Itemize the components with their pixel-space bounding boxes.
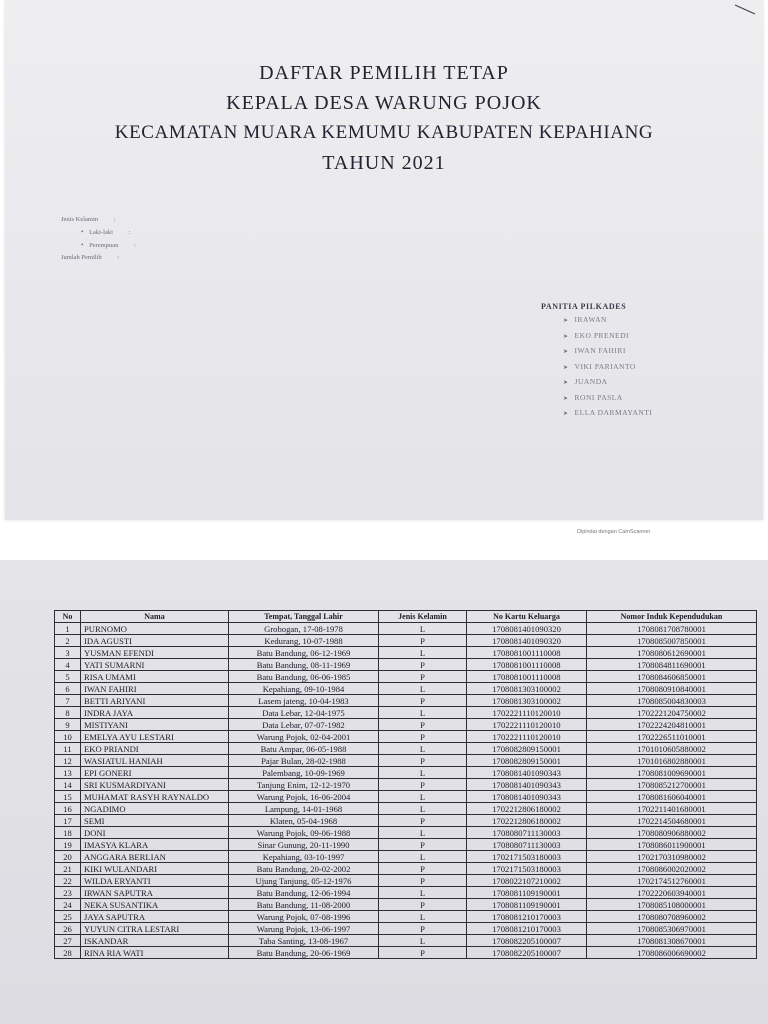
cell-ttl: Pajar Bulan, 28-02-1988 — [229, 755, 379, 767]
cell-no: 20 — [55, 851, 81, 863]
cell-ttl: Lampung, 14-01-1968 — [229, 803, 379, 815]
committee-member-name: EKO PRENEDI — [574, 330, 629, 340]
cell-jenis-kelamin: L — [379, 935, 467, 947]
header-nik: Nomor Induk Kependudukan — [587, 611, 757, 623]
cell-ttl: Kedurang, 10-07-1988 — [229, 635, 379, 647]
cell-no: 27 — [55, 935, 81, 947]
committee-member — [541, 375, 652, 391]
table-row — [55, 851, 757, 863]
cell-no: 11 — [55, 743, 81, 755]
cell-jenis-kelamin: P — [379, 899, 467, 911]
stat-male-separator: : — [128, 229, 131, 236]
cell-jenis-kelamin: L — [379, 827, 467, 839]
cell-nama: RINA RIA WATI — [81, 947, 229, 959]
committee-member — [541, 313, 652, 329]
arrow-right-icon: ➤ — [563, 395, 569, 402]
cell-ttl: Lasem jateng, 10-04-1983 — [229, 695, 379, 707]
cell-nama: SEMI — [81, 815, 229, 827]
header-nama: Nama — [81, 611, 229, 623]
cell-no: 1 — [55, 623, 81, 635]
cell-nik: 1708085306970001 — [587, 923, 757, 935]
cell-kartu-keluarga: 1708081001110008 — [467, 671, 587, 683]
cell-ttl: Tanjung Enim, 12-12-1970 — [229, 779, 379, 791]
cell-nama: INDRA JAYA — [81, 707, 229, 719]
cell-nik: 1708081708780001 — [587, 623, 757, 635]
table-row — [55, 767, 757, 779]
title-line-2: KEPALA DESA WARUNG POJOK — [226, 92, 542, 114]
cell-ttl: Sinar Gunung, 20-11-1990 — [229, 839, 379, 851]
cell-nama: ISKANDAR — [81, 935, 229, 947]
cell-ttl: Klaten, 05-04-1968 — [229, 815, 379, 827]
cell-kartu-keluarga: 1708082205100007 — [467, 935, 587, 947]
committee-member-name: IWAN FAHIRI — [574, 346, 626, 355]
cell-no: 10 — [55, 731, 81, 743]
cell-nama: YUSMAN EFENDI — [81, 647, 229, 659]
table-row — [55, 755, 757, 767]
cell-nik: 1701016802880001 — [587, 755, 757, 767]
voter-table-body — [55, 623, 757, 959]
cell-jenis-kelamin: P — [379, 923, 467, 935]
cell-no: 26 — [55, 923, 81, 935]
cell-kartu-keluarga: 1708081109190001 — [467, 887, 587, 899]
table-row — [55, 899, 757, 911]
cell-no: 21 — [55, 863, 81, 875]
table-row — [55, 671, 757, 683]
header-jenis-kelamin: Jenis Kelamin — [379, 611, 467, 623]
committee-member — [541, 360, 652, 376]
committee-member-list — [541, 313, 652, 422]
cell-ttl: Warung Pojok, 16-06-2004 — [229, 791, 379, 803]
cell-jenis-kelamin: P — [379, 815, 467, 827]
cell-nik: 1702214504680001 — [587, 815, 757, 827]
committee-member-name: RONI PASLA — [574, 392, 623, 402]
committee-member — [541, 406, 652, 422]
cell-no: 9 — [55, 719, 81, 731]
cell-nik: 1708080708960002 — [587, 911, 757, 923]
table-row — [55, 695, 757, 707]
cell-nama: YUYUN CITRA LESTARI — [81, 923, 229, 935]
cell-jenis-kelamin: P — [379, 731, 467, 743]
cell-nik: 1708086011900001 — [587, 839, 757, 851]
table-row — [55, 875, 757, 887]
cell-kartu-keluarga: 1702221110120010 — [467, 707, 587, 719]
table-row — [55, 659, 757, 671]
cell-nama: IWAN FAHIRI — [81, 683, 229, 695]
table-row — [55, 647, 757, 659]
cell-no: 17 — [55, 815, 81, 827]
cell-jenis-kelamin: L — [379, 683, 467, 695]
cell-no: 15 — [55, 791, 81, 803]
cell-kartu-keluarga: 1708080711130003 — [467, 827, 587, 839]
cell-nama: BETTI ARIYANI — [81, 695, 229, 707]
cell-kartu-keluarga: 1708082205100007 — [467, 947, 587, 959]
cell-jenis-kelamin: L — [379, 803, 467, 815]
cell-jenis-kelamin: L — [379, 647, 467, 659]
cell-no: 6 — [55, 683, 81, 695]
arrow-right-icon: ➤ — [563, 380, 569, 386]
committee-member-name: VIKI PARIANTO — [574, 361, 636, 371]
page-corner-mark — [735, 2, 755, 16]
table-row — [55, 803, 757, 815]
cell-jenis-kelamin: P — [379, 839, 467, 851]
table-row — [55, 743, 757, 755]
cell-ttl: Grobogan, 17-08-1978 — [229, 623, 379, 635]
cell-nik: 1708085108000001 — [587, 899, 757, 911]
stat-male-label: Laki-laki — [89, 229, 113, 236]
cell-jenis-kelamin: P — [379, 755, 467, 767]
cell-ttl: Batu Bandung, 08-11-1969 — [229, 659, 379, 671]
cell-no: 23 — [55, 887, 81, 899]
cell-ttl: Kepahiang, 03-10-1997 — [229, 851, 379, 863]
table-row — [55, 839, 757, 851]
stat-total-separator: : — [117, 254, 120, 261]
cell-kartu-keluarga: 1708081303100002 — [467, 683, 587, 695]
cell-no: 5 — [55, 671, 81, 683]
cell-nama: WASIATUL HANIAH — [81, 755, 229, 767]
cell-kartu-keluarga: 1708081001110008 — [467, 647, 587, 659]
cell-nama: WILDA ERYANTI — [81, 875, 229, 887]
cell-nama: KIKI WULANDARI — [81, 863, 229, 875]
cell-kartu-keluarga: 1708081401090343 — [467, 767, 587, 779]
title-line-4: TAHUN 2021 — [322, 152, 446, 174]
table-row — [55, 923, 757, 935]
cell-no: 2 — [55, 635, 81, 647]
bullet-icon: • — [81, 241, 84, 249]
cell-ttl: Batu Bandung, 12-06-1994 — [229, 887, 379, 899]
cell-nama: PURNOMO — [81, 623, 229, 635]
cell-ttl: Batu Ampar, 06-05-1988 — [229, 743, 379, 755]
cell-nama: MUHAMAT RASYH RAYNALDO — [81, 791, 229, 803]
cover-page — [5, 0, 763, 520]
committee-member — [541, 344, 652, 360]
cell-ttl: Ujung Tanjung, 05-12-1976 — [229, 875, 379, 887]
voter-list-page — [0, 560, 768, 1024]
cell-ttl: Batu Bandung, 06-06-1985 — [229, 671, 379, 683]
cell-jenis-kelamin: L — [379, 623, 467, 635]
cell-ttl: Batu Bandung, 11-08-2000 — [229, 899, 379, 911]
cell-jenis-kelamin: L — [379, 851, 467, 863]
cell-nik: 1702220603940001 — [587, 887, 757, 899]
stat-total-row — [61, 252, 136, 264]
cell-nik: 1702170310980002 — [587, 851, 757, 863]
cell-nik: 1708084811690001 — [587, 659, 757, 671]
cell-kartu-keluarga: 1708081303100002 — [467, 695, 587, 707]
cell-kartu-keluarga: 1702212806180002 — [467, 815, 587, 827]
cell-no: 8 — [55, 707, 81, 719]
cell-nik: 1708080910840001 — [587, 683, 757, 695]
cell-nik: 1708080906880002 — [587, 827, 757, 839]
table-row — [55, 827, 757, 839]
cell-jenis-kelamin: L — [379, 743, 467, 755]
cell-nama: RISA UMAMI — [81, 671, 229, 683]
cell-jenis-kelamin: L — [379, 767, 467, 779]
cell-no: 12 — [55, 755, 81, 767]
cell-nik: 1708085004830003 — [587, 695, 757, 707]
voter-stats — [61, 214, 136, 264]
cell-no: 14 — [55, 779, 81, 791]
cell-no: 7 — [55, 695, 81, 707]
cell-nik: 1708081009690001 — [587, 767, 757, 779]
cell-nik: 1702226511010001 — [587, 731, 757, 743]
cell-nama: IDA AGUSTI — [81, 635, 229, 647]
cell-nama: JAYA SAPUTRA — [81, 911, 229, 923]
cell-ttl: Warung Pojok, 13-06-1997 — [229, 923, 379, 935]
table-header-row — [55, 611, 757, 623]
table-row — [55, 863, 757, 875]
stat-female-row — [61, 239, 136, 252]
cell-ttl: Batu Bandung, 20-02-2002 — [229, 863, 379, 875]
cell-kartu-keluarga: 1702171503180003 — [467, 851, 587, 863]
voter-table — [54, 610, 757, 959]
cell-no: 24 — [55, 899, 81, 911]
cell-kartu-keluarga: 1702221110120010 — [467, 719, 587, 731]
stat-gender-label: Jenis Kelamin — [61, 216, 99, 223]
cell-no: 4 — [55, 659, 81, 671]
cell-nik: 1708086002020002 — [587, 863, 757, 875]
cell-nama: MISTIYANI — [81, 719, 229, 731]
cell-jenis-kelamin: P — [379, 635, 467, 647]
table-row — [55, 887, 757, 899]
arrow-right-icon: ➤ — [563, 318, 569, 324]
cell-jenis-kelamin: L — [379, 707, 467, 719]
cell-kartu-keluarga: 1702212806180002 — [467, 803, 587, 815]
cell-jenis-kelamin: P — [379, 947, 467, 959]
table-row — [55, 779, 757, 791]
arrow-right-icon: ➤ — [563, 349, 569, 355]
committee-member-name: JUANDA — [574, 377, 608, 386]
cell-nama: YATI SUMARNI — [81, 659, 229, 671]
committee-member-name: IRAWAN — [574, 315, 607, 324]
arrow-right-icon: ➤ — [563, 364, 569, 371]
cell-no: 25 — [55, 911, 81, 923]
stat-gender-row — [61, 214, 136, 226]
cell-no: 28 — [55, 947, 81, 959]
cell-ttl: Warung Pojok, 02-04-2001 — [229, 731, 379, 743]
cell-kartu-keluarga: 1708081401090343 — [467, 791, 587, 803]
committee-member-name: ELLA DARMAYANTI — [574, 408, 653, 417]
table-row — [55, 731, 757, 743]
bullet-icon: • — [81, 228, 84, 236]
cell-nama: EPI GONERI — [81, 767, 229, 779]
cell-jenis-kelamin: L — [379, 791, 467, 803]
cover-title — [5, 58, 763, 178]
cell-nama: IRWAN SAPUTRA — [81, 887, 229, 899]
cell-nama: SRI KUSMARDIYANI — [81, 779, 229, 791]
cell-nama: IMASYA KLARA — [81, 839, 229, 851]
arrow-right-icon: ➤ — [563, 411, 569, 417]
table-row — [55, 947, 757, 959]
cell-nik: 1708080612690001 — [587, 647, 757, 659]
cell-kartu-keluarga: 1708081210170003 — [467, 923, 587, 935]
cell-kartu-keluarga: 1708081401090343 — [467, 779, 587, 791]
header-no: No — [55, 611, 81, 623]
cell-kartu-keluarga: 1708081109190001 — [467, 899, 587, 911]
cell-nik: 1708085007850001 — [587, 635, 757, 647]
header-ttl: Tempat, Tanggal Lahir — [229, 611, 379, 623]
title-line-3: KECAMATAN MUARA KEMUMU KABUPATEN KEPAHIANG — [114, 122, 654, 143]
table-row — [55, 707, 757, 719]
cell-kartu-keluarga: 1708082809150001 — [467, 755, 587, 767]
table-row — [55, 719, 757, 731]
cell-jenis-kelamin: P — [379, 779, 467, 791]
cell-jenis-kelamin: L — [379, 887, 467, 899]
cell-nik: 1702211401680001 — [587, 803, 757, 815]
cell-no: 3 — [55, 647, 81, 659]
cell-nik: 1708084606850001 — [587, 671, 757, 683]
stat-female-separator: : — [133, 242, 136, 249]
cell-jenis-kelamin: P — [379, 863, 467, 875]
table-row — [55, 935, 757, 947]
cell-ttl: Taba Santing, 13-08-1967 — [229, 935, 379, 947]
cell-nik: 1708081606040001 — [587, 791, 757, 803]
table-row — [55, 791, 757, 803]
cell-ttl: Batu Bandung, 20-06-1969 — [229, 947, 379, 959]
scanner-watermark: Dipindai dengan CamScanner — [577, 529, 651, 535]
cell-jenis-kelamin: L — [379, 911, 467, 923]
table-row — [55, 683, 757, 695]
cell-nik: 1701010605880002 — [587, 743, 757, 755]
cell-jenis-kelamin: P — [379, 719, 467, 731]
table-row — [55, 623, 757, 635]
title-line-1: DAFTAR PEMILIH TETAP — [259, 62, 509, 84]
cell-kartu-keluarga: 1708082809150001 — [467, 743, 587, 755]
stat-female-label: Perempuan — [89, 242, 119, 249]
cell-kartu-keluarga: 1702221110120010 — [467, 731, 587, 743]
cell-kartu-keluarga: 1708081210170003 — [467, 911, 587, 923]
table-row — [55, 911, 757, 923]
cell-no: 16 — [55, 803, 81, 815]
cell-ttl: Warung Pojok, 07-08-1996 — [229, 911, 379, 923]
cell-nama: ANGGARA BERLIAN — [81, 851, 229, 863]
cell-jenis-kelamin: P — [379, 875, 467, 887]
cell-ttl: Warung Pojok, 09-06-1988 — [229, 827, 379, 839]
committee-block — [541, 302, 652, 422]
committee-member — [541, 329, 652, 345]
cell-nik: 1708081308670001 — [587, 935, 757, 947]
cell-nama: EKO PRIANDI — [81, 743, 229, 755]
table-row — [55, 815, 757, 827]
cell-ttl: Kepahiang, 09-10-1984 — [229, 683, 379, 695]
table-row — [55, 635, 757, 647]
cell-ttl: Batu Bandung, 06-12-1969 — [229, 647, 379, 659]
cell-nik: 1702224204810001 — [587, 719, 757, 731]
arrow-right-icon: ➤ — [563, 333, 569, 340]
header-kartu-keluarga: No Kartu Keluarga — [467, 611, 587, 623]
cell-nik: 1702174512760001 — [587, 875, 757, 887]
cell-nik: 1708085212700001 — [587, 779, 757, 791]
cell-ttl: Data Lebar, 12-04-1975 — [229, 707, 379, 719]
stat-male-row — [61, 226, 136, 239]
cell-kartu-keluarga: 1708080711130003 — [467, 839, 587, 851]
cell-ttl: Palembang, 10-09-1969 — [229, 767, 379, 779]
committee-member — [541, 391, 652, 407]
cell-kartu-keluarga: 1708022107210002 — [467, 875, 587, 887]
cell-jenis-kelamin: P — [379, 659, 467, 671]
cell-nama: NGADIMO — [81, 803, 229, 815]
cell-nama: EMELYA AYU LESTARI — [81, 731, 229, 743]
stat-total-label: Jumlah Pemilih — [61, 254, 102, 261]
cell-kartu-keluarga: 1708081401090320 — [467, 623, 587, 635]
cell-no: 19 — [55, 839, 81, 851]
cell-nik: 1708086006690002 — [587, 947, 757, 959]
committee-title: PANITIA PILKADES — [541, 302, 627, 311]
cell-ttl: Data Lebar, 07-07-1982 — [229, 719, 379, 731]
cell-no: 18 — [55, 827, 81, 839]
cell-kartu-keluarga: 1702171503180003 — [467, 863, 587, 875]
cell-nama: DONI — [81, 827, 229, 839]
cell-jenis-kelamin: P — [379, 671, 467, 683]
cell-nama: NEKA SUSANTIKA — [81, 899, 229, 911]
cell-jenis-kelamin: P — [379, 695, 467, 707]
cell-nik: 1702221204750002 — [587, 707, 757, 719]
cell-no: 13 — [55, 767, 81, 779]
cell-kartu-keluarga: 1708081401090320 — [467, 635, 587, 647]
cell-kartu-keluarga: 1708081001110008 — [467, 659, 587, 671]
stat-gender-separator: : — [113, 216, 116, 223]
cell-no: 22 — [55, 875, 81, 887]
